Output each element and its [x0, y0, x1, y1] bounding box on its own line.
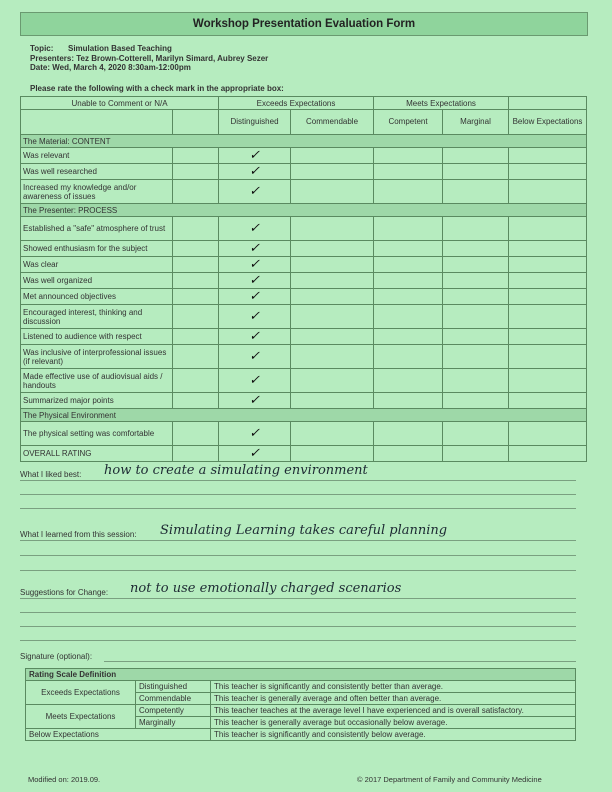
- table-row: Encouraged interest, thinking and discussion ✓: [21, 305, 587, 329]
- section-content: The Material: CONTENT: [21, 135, 587, 148]
- table-row: The physical setting was comfortable ✓: [21, 422, 587, 446]
- check-mark[interactable]: ✓: [219, 422, 291, 446]
- topic-value: Simulation Based Teaching: [68, 44, 172, 53]
- table-row: Was well researched ✓: [21, 164, 587, 180]
- rating-scale-table: [25, 668, 576, 741]
- modified-date: Modified on: 2019.09.: [28, 775, 101, 784]
- scale-exceeds: Exceeds Expectations: [26, 681, 136, 705]
- copyright: © 2017 Department of Family and Community Medicine: [357, 775, 542, 784]
- table-row: Met announced objectives ✓: [21, 289, 587, 305]
- scale-distinguished: Distinguished: [136, 681, 211, 693]
- rating-instruction: Please rate the following with a check mark in the appropriate box:: [30, 84, 284, 93]
- header-distinguished: Distinguished: [219, 110, 291, 135]
- signature-label: Signature (optional):: [20, 652, 93, 661]
- check-mark[interactable]: ✓: [219, 164, 291, 180]
- answer-line: [20, 626, 576, 627]
- scale-def-competent: This teacher teaches at the average level I have experienced and is overall satisfactory.: [211, 705, 576, 717]
- table-row: Increased my knowledge and/or awareness of issues ✓: [21, 180, 587, 204]
- check-mark[interactable]: ✓: [219, 345, 291, 369]
- workshop-info: [30, 44, 268, 73]
- answer-line: [20, 570, 576, 571]
- learned-label: What I learned from this session:: [20, 530, 137, 539]
- scale-marginal: Marginally: [136, 717, 211, 729]
- scale-def-below: This teacher is significantly and consistently below average.: [211, 729, 576, 741]
- suggestions-label: Suggestions for Change:: [20, 588, 109, 597]
- answer-line: [20, 555, 576, 556]
- check-mark[interactable]: ✓: [219, 241, 291, 257]
- table-row: Summarized major points ✓: [21, 393, 587, 409]
- section-process: The Presenter: PROCESS: [21, 204, 587, 217]
- liked-best-label: What I liked best:: [20, 470, 82, 479]
- rating-scale-heading: Rating Scale Definition: [26, 669, 576, 681]
- header-exceeds: Exceeds Expectations: [219, 97, 374, 110]
- answer-line: [20, 494, 576, 495]
- answer-line: [20, 612, 576, 613]
- table-row: Was relevant ✓: [21, 148, 587, 164]
- scale-meets: Meets Expectations: [26, 705, 136, 729]
- header-commendable: Commendable: [291, 110, 374, 135]
- check-mark[interactable]: ✓: [219, 369, 291, 393]
- header-below: Below Expectations: [509, 110, 587, 135]
- check-mark[interactable]: ✓: [219, 289, 291, 305]
- table-row: Was well organized ✓: [21, 273, 587, 289]
- check-mark[interactable]: ✓: [219, 446, 291, 462]
- header-marginal: Marginal: [443, 110, 509, 135]
- check-mark[interactable]: ✓: [219, 393, 291, 409]
- suggestions-answer[interactable]: not to use emotionally charged scenarios: [130, 581, 402, 596]
- scale-commendable: Commendable: [136, 693, 211, 705]
- learned-answer[interactable]: Simulating Learning takes careful planning: [160, 523, 448, 538]
- answer-line: [20, 480, 576, 481]
- scale-def-marginal: This teacher is generally average but occasionally below average.: [211, 717, 576, 729]
- table-row: Showed enthusiasm for the subject ✓: [21, 241, 587, 257]
- liked-best-answer[interactable]: how to create a simulating environment: [104, 463, 368, 478]
- table-row: Made effective use of audiovisual aids / handouts ✓: [21, 369, 587, 393]
- presenters: Presenters: Tez Brown-Cotterell, Marilyn Simard, Aubrey Sezer: [30, 53, 269, 63]
- table-row: Established a "safe" atmosphere of trust ✓: [21, 217, 587, 241]
- check-mark[interactable]: ✓: [219, 305, 291, 329]
- answer-line: [20, 508, 576, 509]
- section-environment: The Physical Environment: [21, 409, 587, 422]
- scale-def-distinguished: This teacher is significantly and consistently better than average.: [211, 681, 576, 693]
- answer-line: [20, 598, 576, 599]
- header-meets: Meets Expectations: [374, 97, 509, 110]
- answer-line: [20, 540, 576, 541]
- answer-line: [20, 640, 576, 641]
- overall-rating-row: OVERALL RATING ✓: [21, 446, 587, 462]
- table-row: Listened to audience with respect ✓: [21, 329, 587, 345]
- signature-line[interactable]: [104, 661, 576, 662]
- form-title: Workshop Presentation Evaluation Form: [20, 12, 588, 36]
- header-competent: Competent: [374, 110, 443, 135]
- check-mark[interactable]: ✓: [219, 148, 291, 164]
- table-row: Was clear ✓: [21, 257, 587, 273]
- check-mark[interactable]: ✓: [219, 180, 291, 204]
- check-mark[interactable]: ✓: [219, 329, 291, 345]
- check-mark[interactable]: ✓: [219, 257, 291, 273]
- scale-below: Below Expectations: [26, 729, 211, 741]
- header-row-groups: [21, 97, 587, 110]
- date: Date: Wed, March 4, 2020 8:30am-12:00pm: [30, 63, 191, 72]
- evaluation-table: [20, 96, 587, 462]
- scale-competent: Competently: [136, 705, 211, 717]
- table-row: Was inclusive of interprofessional issues (if relevant) ✓: [21, 345, 587, 369]
- header-row-columns: [21, 110, 587, 135]
- scale-def-commendable: This teacher is generally average and often better than average.: [211, 693, 576, 705]
- check-mark[interactable]: ✓: [219, 217, 291, 241]
- topic-label: Topic:: [30, 44, 54, 53]
- check-mark[interactable]: ✓: [219, 273, 291, 289]
- header-unable: Unable to Comment or N/A: [21, 97, 219, 110]
